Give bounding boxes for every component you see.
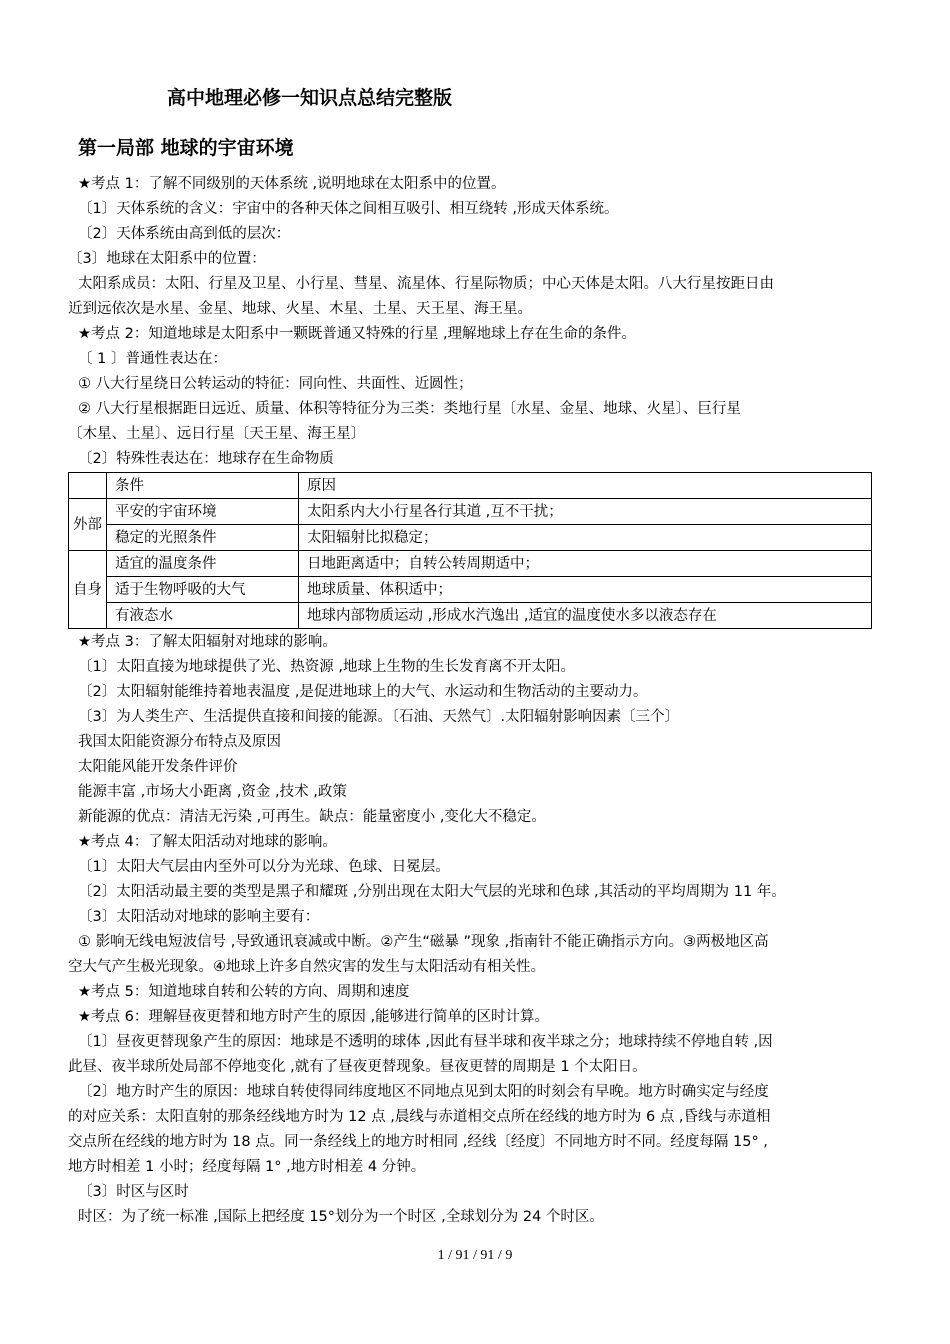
table-row	[69, 525, 872, 551]
reason-cell: 太阳系内大小行星各行其道 ,互不干扰；	[299, 499, 872, 525]
page-title: 高中地理必修一知识点总结完整版	[167, 87, 453, 109]
reason-cell: 太阳辐射比拟稳定；	[299, 525, 872, 551]
text-line: ① 影响无线电短波信号 ,导致通讯衰减或中断。②产生“磁暴 ”现象 ,指南针不能正确指示方向。③两极地区高	[78, 934, 769, 950]
text-line: 时区：为了统一标准 ,国际上把经度 15°划分为一个时区 ,全球划分为 24 个时区。	[78, 1209, 604, 1225]
text-line: ★考点 3：了解太阳辐射对地球的影响。	[78, 634, 337, 650]
text-line: ★考点 5：知道地球自转和公转的方向、周期和速度	[78, 984, 410, 1000]
text-line: 〔1〕太阳大气层由内至外可以分为光球、色球、日冕层。	[78, 859, 450, 875]
text-line: 此昼、夜半球所处局部不停地变化 ,就有了昼夜更替现象。昼夜更替的周期是 1 个太阳日。	[68, 1059, 647, 1075]
text-line: ★考点 2：知道地球是太阳系中一颗既普通又特殊的行星 ,理解地球上存在生命的条件。	[78, 326, 637, 342]
table-row	[69, 499, 872, 525]
text-line: 〔1〕昼夜更替现象产生的原因：地球是不透明的球体 ,因此有昼半球和夜半球之分；地球持续不停地自转 ,因	[78, 1034, 773, 1050]
text-line: 〔3〕地球在太阳系中的位置：	[68, 251, 266, 267]
text-line: 空大气产生极光现象。④地球上许多自然灾害的发生与太阳活动有相关性。	[68, 959, 545, 975]
text-line: 〔2〕地方时产生的原因：地球自转使得同纬度地区不同地点见到太阳的时刻会有早晚。地方时确实定与经度	[78, 1084, 769, 1100]
text-line: 我国太阳能资源分布特点及原因	[78, 734, 281, 750]
table-header-condition: 条件	[107, 473, 299, 499]
text-line: ② 八大行星根据距日远近、质量、体积等特征分为三类：类地行星〔水星、金星、地球、火星〕、巨行星	[78, 401, 741, 417]
page-number: 1 / 91 / 91 / 9	[437, 1248, 513, 1263]
text-line: ★考点 4：了解太阳活动对地球的影响。	[78, 834, 337, 850]
text-line: 交点所在经线的地方时为 18 点。同一条经线上的地方时相同 ,经线〔经度〕不同地方时不同。经度每隔 15° ,	[68, 1134, 768, 1150]
text-line: 太阳能风能开发条件评价	[78, 759, 238, 775]
condition-cell: 平安的宇宙环境	[107, 499, 299, 525]
text-line: 〔1〕太阳直接为地球提供了光、热资源 ,地球上生物的生长发育离不开太阳。	[78, 659, 575, 675]
text-line: 〔2〕太阳活动最主要的类型是黑子和耀斑 ,分别出现在太阳大气层的光球和色球 ,其活动的平均周期为 11 年。	[78, 884, 786, 900]
table-corner-cell	[69, 473, 107, 499]
group-self: 自身	[69, 551, 107, 629]
text-line: 新能源的优点：清洁无污染 ,可再生。缺点：能量密度小 ,变化大不稳定。	[78, 809, 546, 825]
condition-cell: 适宜的温度条件	[107, 551, 299, 577]
text-line: ① 八大行星绕日公转运动的特征：同向性、共面性、近圆性；	[78, 376, 473, 392]
reason-cell: 地球质量、体积适中；	[299, 577, 872, 603]
text-line: ★考点 6：理解昼夜更替和地方时产生的原因 ,能够进行简单的区时计算。	[78, 1009, 550, 1025]
text-line: 〔2〕天体系统由高到低的层次：	[78, 226, 291, 242]
text-line: 地方时相差 1 小时；经度每隔 1° ,地方时相差 4 分钟。	[68, 1159, 426, 1175]
text-line: 〔3〕时区与区时	[78, 1184, 189, 1200]
text-line: 〔木星、土星〕、远日行星〔天王星、海王星〕	[68, 426, 366, 442]
reason-cell: 日地距离适中；自转公转周期适中；	[299, 551, 872, 577]
text-line: 太阳系成员：太阳、行星及卫星、小行星、彗星、流星体、行星际物质；中心天体是太阳。八大行星按距日由	[78, 276, 774, 292]
text-line: 〔 1 〕普通性表达在：	[78, 351, 227, 367]
text-line: 〔2〕太阳辐射能维持着地表温度 ,是促进地球上的大气、水运动和生物活动的主要动力。	[78, 684, 648, 700]
text-line: 近到远依次是水星、金星、地球、火星、木星、土星、天王星、海王星。	[68, 301, 532, 317]
table-header-reason: 原因	[299, 473, 872, 499]
condition-cell: 稳定的光照条件	[107, 525, 299, 551]
reason-cell: 地球内部物质运动 ,形成水汽逸出 ,适宜的温度使水多以液态存在	[299, 603, 872, 629]
text-line: 〔1〕天体系统的含义：宇宙中的各种天体之间相互吸引、相互绕转 ,形成天体系统。	[78, 201, 619, 217]
group-external: 外部	[69, 499, 107, 551]
table-row	[69, 551, 872, 577]
table-row	[69, 577, 872, 603]
text-line: 〔2〕特殊性表达在：地球存在生命物质	[78, 451, 334, 467]
life-conditions-table	[68, 472, 872, 629]
text-line: 能源丰富 ,市场大小距离 ,资金 ,技术 ,政策	[78, 784, 347, 800]
condition-cell: 有液态水	[107, 603, 299, 629]
section-title: 第一局部 地球的宇宙环境	[78, 137, 294, 159]
text-line: 〔3〕太阳活动对地球的影响主要有：	[78, 909, 320, 925]
text-line: 的对应关系：太阳直射的那条经线地方时为 12 点 ,晨线与赤道相交点所在经线的地方时为 6 点 ,昏线与赤道相	[68, 1109, 771, 1125]
text-line: ★考点 1：了解不同级别的天体系统 ,说明地球在太阳系中的位置。	[78, 176, 506, 192]
table-row	[69, 603, 872, 629]
condition-cell: 适于生物呼吸的大气	[107, 577, 299, 603]
table-header-row	[69, 473, 872, 499]
text-line: 〔3〕为人类生产、生活提供直接和间接的能源。〔石油、天然气〕.太阳辐射影响因素〔三个〕	[78, 709, 680, 725]
